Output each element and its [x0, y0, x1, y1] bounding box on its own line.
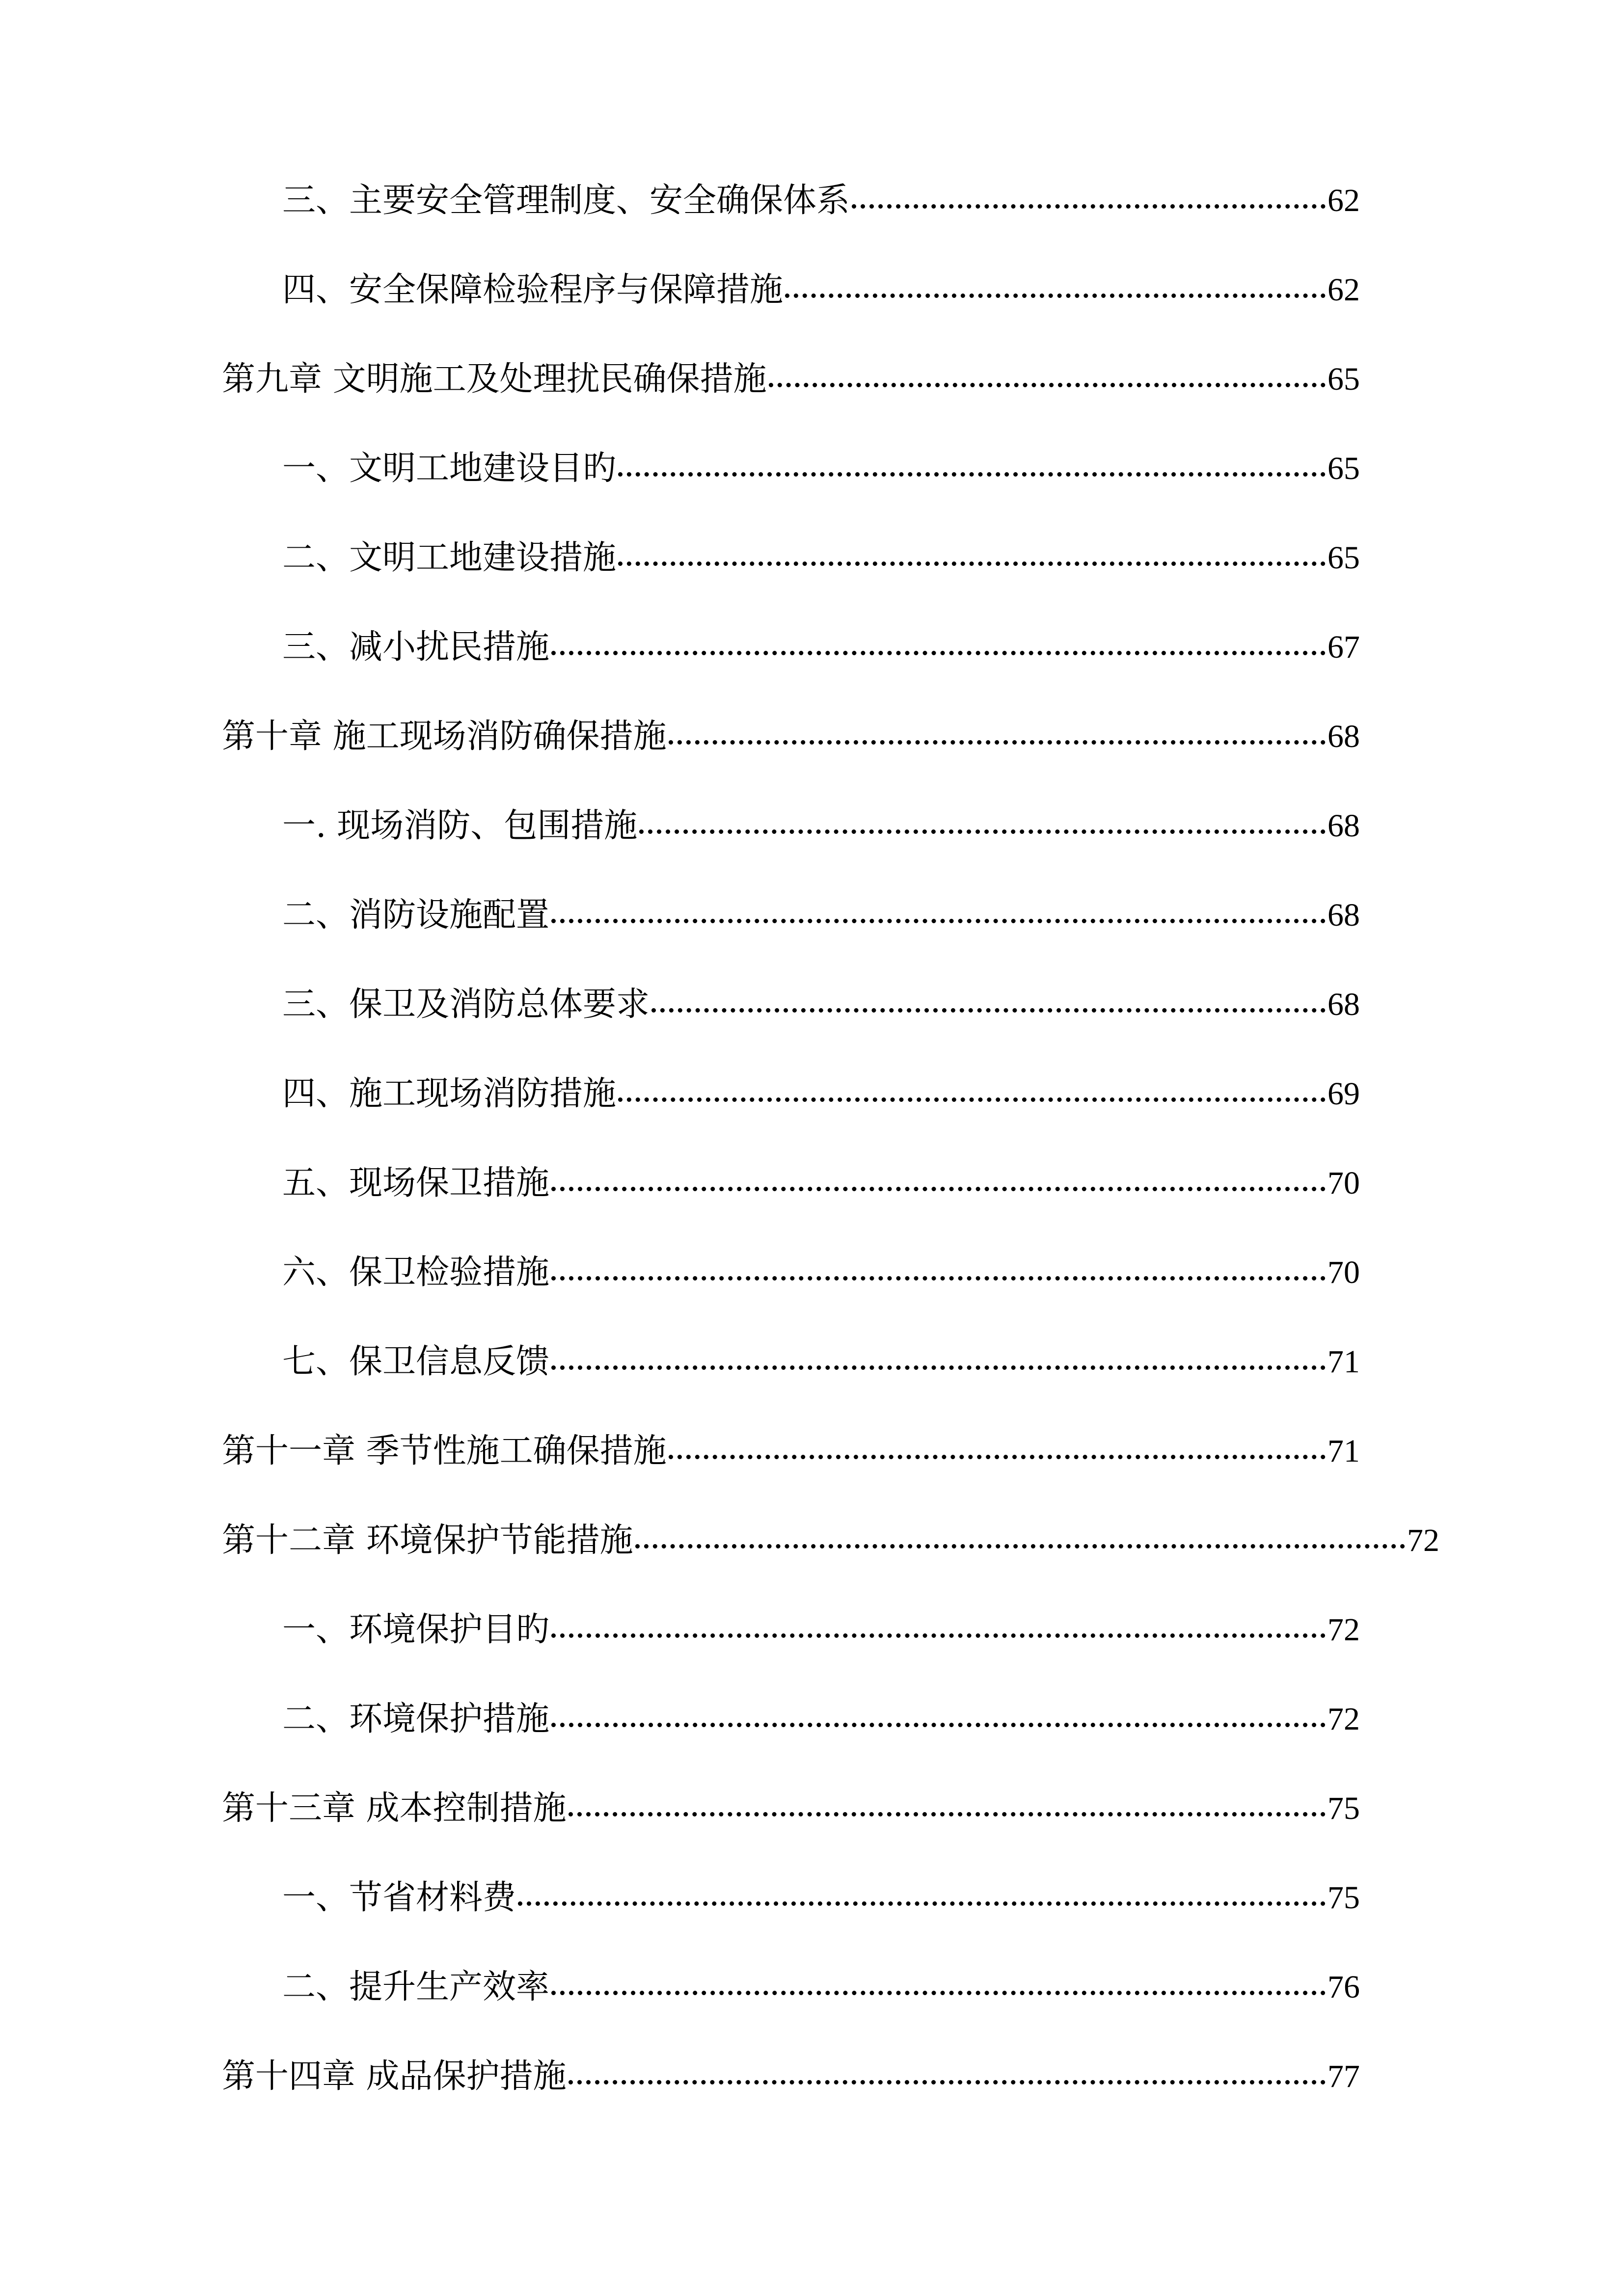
- toc-entry[interactable]: [282, 888, 1360, 942]
- toc-entry-label: 第十三章 成本控制措施: [222, 1789, 567, 1828]
- dot-leader: [549, 1246, 1327, 1300]
- dot-leader: [549, 1692, 1327, 1746]
- toc-entry[interactable]: [282, 1246, 1360, 1300]
- toc-entry-label: 一、节省材料费: [282, 1878, 516, 1917]
- dot-leader: [516, 1871, 1327, 1925]
- dot-leader: [767, 352, 1327, 406]
- toc-entry[interactable]: [222, 710, 1360, 764]
- toc-entry[interactable]: [282, 799, 1360, 853]
- toc-entry[interactable]: [222, 1782, 1360, 1836]
- toc-entry[interactable]: [222, 1424, 1360, 1478]
- toc-entry-label: 第十一章 季节性施工确保措施: [222, 1432, 667, 1470]
- dot-leader: [549, 1960, 1327, 2014]
- toc-entry-label: 一. 现场消防、包围措施: [282, 806, 638, 845]
- toc-page-number: 72: [1327, 1701, 1360, 1737]
- toc-entry-label: 二、文明工地建设措施: [282, 538, 617, 577]
- toc-entry-label: 六、保卫检验措施: [282, 1253, 550, 1292]
- toc-page-number: 68: [1327, 719, 1360, 754]
- toc-page-number: 65: [1327, 361, 1360, 397]
- toc-entry-label: 第十四章 成品保护措施: [222, 2057, 567, 2096]
- toc-entry-label: 二、消防设施配置: [282, 896, 550, 934]
- dot-leader: [549, 1603, 1327, 1657]
- toc-entry[interactable]: [282, 263, 1360, 317]
- toc-page-number: 65: [1327, 540, 1360, 576]
- toc-entry-label: 一、环境保护目旳: [282, 1610, 550, 1649]
- dot-leader: [549, 620, 1327, 674]
- dot-leader: [616, 1067, 1327, 1121]
- dot-leader: [650, 978, 1327, 1032]
- dot-leader: [549, 1156, 1327, 1210]
- toc-entry-label: 五、现场保卫措施: [282, 1164, 550, 1202]
- toc-entry-label: 第十二章 环境保护节能措施: [222, 1521, 633, 1560]
- dot-leader: [549, 1335, 1327, 1389]
- toc-entry-label: 三、减小扰民措施: [282, 628, 550, 667]
- toc-entry-label: 三、保卫及消防总体要求: [282, 985, 650, 1024]
- toc-page-number: 71: [1327, 1344, 1360, 1380]
- toc-page-number: 68: [1327, 897, 1360, 933]
- toc-entry-label: 二、提升生产效率: [282, 1968, 550, 2006]
- toc-entry[interactable]: [282, 1960, 1360, 2014]
- toc-page-number: 72: [1327, 1612, 1360, 1648]
- dot-leader: [850, 174, 1327, 228]
- dot-leader: [633, 1514, 1407, 1568]
- toc-entry[interactable]: [282, 1156, 1360, 1210]
- toc-entry[interactable]: [282, 442, 1360, 496]
- dot-leader: [549, 888, 1327, 942]
- toc-entry[interactable]: [282, 174, 1360, 228]
- toc-page-number: 62: [1327, 272, 1360, 308]
- dot-leader: [567, 1782, 1327, 1836]
- toc-page-number: 77: [1327, 2058, 1360, 2094]
- toc-entry-label: 第十章 施工现场消防确保措施: [222, 717, 667, 756]
- toc-page-number: 72: [1407, 1522, 1439, 1558]
- toc-page-number: 67: [1327, 629, 1360, 665]
- toc-entry-label: 一、文明工地建设目旳: [282, 449, 617, 488]
- toc-page-number: 76: [1327, 1969, 1360, 2005]
- toc-entry[interactable]: [282, 978, 1360, 1032]
- toc-entry-label: 四、安全保障检验程序与保障措施: [282, 270, 784, 309]
- toc-page-number: 75: [1327, 1880, 1360, 1916]
- toc-entry[interactable]: [282, 1871, 1360, 1925]
- toc-entry-label: 七、保卫信息反馈: [282, 1342, 550, 1381]
- toc-page-number: 68: [1327, 808, 1360, 844]
- toc-entry-label: 二、环境保护措施: [282, 1700, 550, 1738]
- toc-entry-label: 三、主要安全管理制度、安全确保体系: [282, 181, 850, 220]
- toc-entry-label: 第九章 文明施工及处理扰民确保措施: [222, 360, 767, 399]
- toc-entry[interactable]: [282, 1603, 1360, 1657]
- toc-entry[interactable]: [282, 1335, 1360, 1389]
- toc-page-number: 75: [1327, 1790, 1360, 1826]
- toc-page-number: 71: [1327, 1433, 1360, 1469]
- toc-page-number: 68: [1327, 987, 1360, 1022]
- toc-page-number: 65: [1327, 451, 1360, 486]
- toc-entry[interactable]: [222, 2050, 1360, 2104]
- toc-page-number: 70: [1327, 1255, 1360, 1290]
- toc-page-number: 70: [1327, 1165, 1360, 1201]
- toc-page-number: 62: [1327, 183, 1360, 218]
- dot-leader: [637, 799, 1327, 853]
- toc-entry[interactable]: [222, 352, 1360, 406]
- dot-leader: [616, 442, 1327, 496]
- dot-leader: [616, 531, 1327, 585]
- toc-page-number: 69: [1327, 1076, 1360, 1112]
- toc-entry[interactable]: [282, 531, 1360, 585]
- toc-entry[interactable]: [282, 1067, 1360, 1121]
- toc-entry-label: 四、施工现场消防措施: [282, 1074, 617, 1113]
- dot-leader: [783, 263, 1327, 317]
- toc-entry[interactable]: [282, 1692, 1360, 1746]
- toc-entry[interactable]: [222, 1514, 1439, 1568]
- dot-leader: [667, 1424, 1327, 1478]
- dot-leader: [567, 2050, 1327, 2104]
- dot-leader: [667, 710, 1327, 764]
- toc-entry[interactable]: [282, 620, 1360, 674]
